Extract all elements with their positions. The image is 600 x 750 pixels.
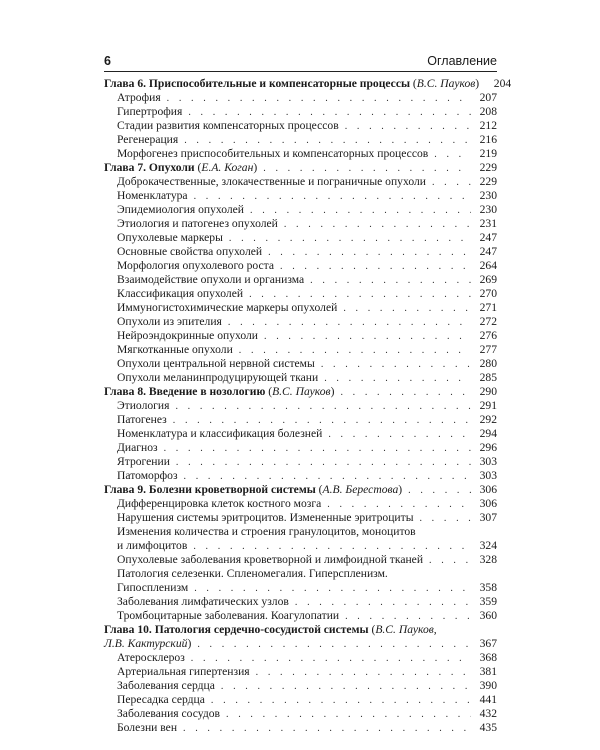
- toc-section-entry: [104, 133, 497, 147]
- section-title: Оглавление: [427, 54, 497, 68]
- page-ref: 307: [479, 511, 497, 524]
- page-ref: 306: [479, 497, 497, 510]
- page-ref: 303: [479, 455, 497, 468]
- leader-dots: [284, 218, 471, 232]
- entry-text: Нейроэндокринные опухоли: [117, 329, 258, 342]
- page-ref: 306: [479, 483, 497, 496]
- toc-section-entry: [104, 707, 497, 721]
- toc-chapter-entry: [104, 77, 512, 91]
- page-ref: 272: [479, 315, 497, 328]
- leader-dots: [249, 288, 471, 302]
- entry-text: Мягкотканные опухоли: [117, 343, 233, 356]
- entry-text: Этиология: [117, 399, 170, 412]
- toc-chapter-entry: [104, 385, 497, 399]
- entry-text: Пересадка сердца: [117, 693, 205, 706]
- page-ref: 324: [479, 539, 497, 552]
- chapter-title: Глава 6. Приспособительные и компенсаторные процессы: [104, 77, 411, 90]
- leader-dots: [184, 470, 471, 484]
- page-ref: 277: [479, 343, 497, 356]
- leader-dots: [408, 484, 471, 498]
- toc-chapter-continuation: [104, 637, 497, 651]
- entry-text: Атрофия: [117, 91, 161, 104]
- running-header: [104, 48, 497, 68]
- toc-section-entry: [104, 259, 497, 273]
- page-ref: 280: [479, 357, 497, 370]
- toc-chapter-entry: [104, 483, 497, 497]
- entry-text: Нарушения системы эритроцитов. Измененные эритроциты: [117, 511, 414, 524]
- toc-section-entry: [104, 469, 497, 483]
- leader-dots: [188, 106, 471, 120]
- toc-section-entry: [104, 581, 497, 595]
- page-ref: 230: [479, 203, 497, 216]
- entry-text: Опухоли меланинпродуцирующей ткани: [117, 371, 319, 384]
- leader-dots: [229, 232, 471, 246]
- toc-section-entry: [104, 315, 497, 329]
- entry-text: Артериальная гипертензия: [117, 665, 250, 678]
- entry-text: Атеросклероз: [117, 651, 185, 664]
- page-ref: 229: [479, 175, 497, 188]
- entry-text: Глава 8. Введение в нозологию (В.С. Пауков): [104, 385, 335, 398]
- leader-dots: [239, 344, 471, 358]
- entry-text: Взаимодействие опухоли и организма: [117, 273, 305, 286]
- page-ref: 368: [479, 651, 497, 664]
- leader-dots: [197, 638, 471, 652]
- chapter-author: В.С. Пауков: [272, 385, 331, 398]
- page-ref: 276: [479, 329, 497, 342]
- leader-dots: [343, 302, 471, 316]
- toc-section-entry: [104, 189, 497, 203]
- page-ref: 231: [479, 217, 497, 230]
- entry-text: Глава 10. Патология сердечно-сосудистой системы (В.С. Пауков,: [104, 623, 437, 636]
- toc-section-entry: [104, 399, 497, 413]
- entry-text: Номенклатура: [117, 189, 188, 202]
- page-ref: 269: [479, 273, 497, 286]
- leader-dots: [268, 246, 471, 260]
- entry-text: Доброкачественные, злокачественные и пограничные опухоли: [117, 175, 426, 188]
- entry-text: Изменения количества и строения гранулоцитов, моноцитов: [117, 525, 416, 538]
- entry-text: Заболевания сердца: [117, 679, 215, 692]
- page-ref: 216: [479, 133, 497, 146]
- page-ref: 292: [479, 413, 497, 426]
- leader-dots: [295, 596, 471, 610]
- toc-section-entry: [104, 455, 497, 469]
- toc-section-entry: [104, 427, 497, 441]
- leader-dots: [175, 400, 471, 414]
- leader-dots: [193, 540, 471, 554]
- leader-dots: [328, 428, 471, 442]
- leader-dots: [183, 722, 471, 736]
- toc-section-entry: [104, 105, 497, 119]
- entry-text: Эпидемиология опухолей: [117, 203, 244, 216]
- toc-section-entry: [104, 175, 497, 189]
- leader-dots: [432, 176, 471, 190]
- leader-dots: [211, 694, 471, 708]
- page-ref: 229: [479, 161, 497, 174]
- leader-dots: [226, 708, 471, 722]
- entry-text: и лимфоцитов: [117, 539, 188, 552]
- page-ref: 328: [479, 553, 497, 566]
- toc-section-entry: [104, 721, 497, 735]
- leader-dots: [429, 554, 471, 568]
- toc-section-entry: [104, 441, 497, 455]
- page-ref: 270: [479, 287, 497, 300]
- entry-text: Патогенез: [117, 413, 167, 426]
- page-ref: 367: [479, 637, 497, 650]
- toc-section-entry: [104, 497, 497, 511]
- leader-dots: [184, 134, 471, 148]
- page-ref: 207: [479, 91, 497, 104]
- leader-dots: [310, 274, 471, 288]
- entry-text: Глава 7. Опухоли (Е.А. Коган): [104, 161, 258, 174]
- toc-section-entry: [104, 567, 497, 581]
- page-ref: 294: [479, 427, 497, 440]
- leader-dots: [263, 162, 471, 176]
- leader-dots: [173, 414, 471, 428]
- entry-text: Основные свойства опухолей: [117, 245, 263, 258]
- leader-dots: [194, 190, 471, 204]
- leader-dots: [176, 456, 471, 470]
- entry-text: Морфогенез приспособительных и компенсаторных процессов: [117, 147, 429, 160]
- toc-section-entry: [104, 679, 497, 693]
- entry-text: Л.В. Кактурский): [104, 637, 192, 650]
- page-ref: 441: [479, 693, 497, 706]
- page-ref: 432: [479, 707, 497, 720]
- toc-section-entry: [104, 525, 497, 539]
- toc-section-entry: [104, 147, 497, 161]
- page-ref: 303: [479, 469, 497, 482]
- page-ref: 290: [479, 385, 497, 398]
- entry-text: Номенклатура и классификация болезней: [117, 427, 323, 440]
- toc-section-entry: [104, 203, 497, 217]
- entry-text: Патология селезенки. Спленомегалия. Гиперспленизм.: [117, 567, 388, 580]
- entry-text: Патоморфоз: [117, 469, 178, 482]
- chapter-title: Глава 9. Болезни кроветворной системы: [104, 483, 316, 496]
- entry-text: Морфология опухолевого роста: [117, 259, 275, 272]
- toc-section-entry: [104, 217, 497, 231]
- chapter-author: В.С. Пауков: [416, 77, 476, 90]
- leader-dots: [191, 652, 471, 666]
- entry-text: Ятрогении: [117, 455, 170, 468]
- entry-text: Дифференцировка клеток костного мозга: [117, 497, 322, 510]
- chapter-author: А.В. Берестова: [322, 483, 399, 496]
- page-ref: 230: [479, 189, 497, 202]
- chapter-title: Глава 8. Введение в нозологию: [104, 385, 266, 398]
- leader-dots: [256, 666, 471, 680]
- page-ref: 264: [479, 259, 497, 272]
- toc-section-entry: [104, 343, 497, 357]
- page-ref: 296: [479, 441, 497, 454]
- toc-section-entry: [104, 119, 497, 133]
- toc-section-entry: [104, 693, 497, 707]
- page-ref: 358: [479, 581, 497, 594]
- page-ref: 390: [479, 679, 497, 692]
- page-ref: 212: [479, 119, 497, 132]
- toc-section-entry: [104, 595, 497, 609]
- header-rule: [104, 71, 497, 72]
- page-ref: 247: [479, 245, 497, 258]
- toc-section-entry: [104, 287, 497, 301]
- leader-dots: [340, 386, 471, 400]
- toc-section-entry: [104, 231, 497, 245]
- table-of-contents: [104, 77, 512, 735]
- entry-text: Опухолевые заболевания кроветворной и лимфоидной тканей: [117, 553, 424, 566]
- toc-section-entry: [104, 371, 497, 385]
- toc-section-entry: [104, 651, 497, 665]
- page-ref: 208: [479, 105, 497, 118]
- leader-dots: [419, 512, 471, 526]
- toc-section-entry: [104, 609, 497, 623]
- toc-chapter-entry: [104, 623, 497, 637]
- entry-text: Этиология и патогенез опухолей: [117, 217, 278, 230]
- chapter-title: Глава 10. Патология сердечно-сосудистой системы: [104, 623, 369, 636]
- entry-text: Опухоли центральной нервной системы: [117, 357, 315, 370]
- page-ref: 271: [479, 301, 497, 314]
- page-ref: 247: [479, 231, 497, 244]
- chapter-author: Л.В. Кактурский: [104, 637, 188, 650]
- entry-text: Заболевания сосудов: [117, 707, 220, 720]
- toc-section-entry: [104, 511, 497, 525]
- chapter-author: Е.А. Коган: [201, 161, 254, 174]
- leader-dots: [250, 204, 471, 218]
- entry-text: Опухолевые маркеры: [117, 231, 223, 244]
- toc-section-entry: [104, 273, 497, 287]
- toc-section-entry: [104, 301, 497, 315]
- entry-text: Глава 6. Приспособительные и компенсаторные процессы (В.С. Пауков): [104, 77, 480, 90]
- entry-text: Заболевания лимфатических узлов: [117, 595, 289, 608]
- toc-section-entry: [104, 357, 497, 371]
- toc-section-entry: [104, 91, 497, 105]
- toc-section-entry: [104, 539, 497, 553]
- leader-dots: [324, 372, 471, 386]
- toc-chapter-entry: [104, 161, 497, 175]
- page-ref: 291: [479, 399, 497, 412]
- toc-section-entry: [104, 553, 497, 567]
- leader-dots: [434, 148, 471, 162]
- entry-text: Тромбоцитарные заболевания. Коагулопатии: [117, 609, 340, 622]
- chapter-title: Глава 7. Опухоли: [104, 161, 195, 174]
- page-ref: 435: [479, 721, 497, 734]
- toc-section-entry: [104, 413, 497, 427]
- toc-section-entry: [104, 245, 497, 259]
- leader-dots: [280, 260, 471, 274]
- leader-dots: [327, 498, 471, 512]
- entry-text: Регенерация: [117, 133, 179, 146]
- chapter-author: В.С. Пауков,: [375, 623, 437, 636]
- leader-dots: [345, 610, 471, 624]
- entry-text: Стадии развития компенсаторных процессов: [117, 119, 339, 132]
- entry-text: Диагноз: [117, 441, 158, 454]
- entry-text: Глава 9. Болезни кроветворной системы (А.В. Берестова): [104, 483, 403, 496]
- leader-dots: [164, 442, 471, 456]
- page-ref: 219: [479, 147, 497, 160]
- leader-dots: [228, 316, 471, 330]
- page-ref: 285: [479, 371, 497, 384]
- leader-dots: [221, 680, 471, 694]
- leader-dots: [345, 120, 471, 134]
- page-number: 6: [104, 54, 111, 68]
- entry-text: Опухоли из эпителия: [117, 315, 222, 328]
- entry-text: Классификация опухолей: [117, 287, 244, 300]
- toc-section-entry: [104, 665, 497, 679]
- entry-text: Гипоспленизм: [117, 581, 189, 594]
- page-ref: 204: [493, 77, 512, 90]
- page-ref: 359: [479, 595, 497, 608]
- leader-dots: [264, 330, 471, 344]
- entry-text: Гипертрофия: [117, 105, 183, 118]
- leader-dots: [321, 358, 471, 372]
- leader-dots: [194, 582, 471, 596]
- toc-section-entry: [104, 329, 497, 343]
- leader-dots: [167, 92, 471, 106]
- page-ref: 360: [479, 609, 497, 622]
- entry-text: Болезни вен: [117, 721, 178, 734]
- page-ref: 381: [479, 665, 497, 678]
- entry-text: Иммуногистохимические маркеры опухолей: [117, 301, 338, 314]
